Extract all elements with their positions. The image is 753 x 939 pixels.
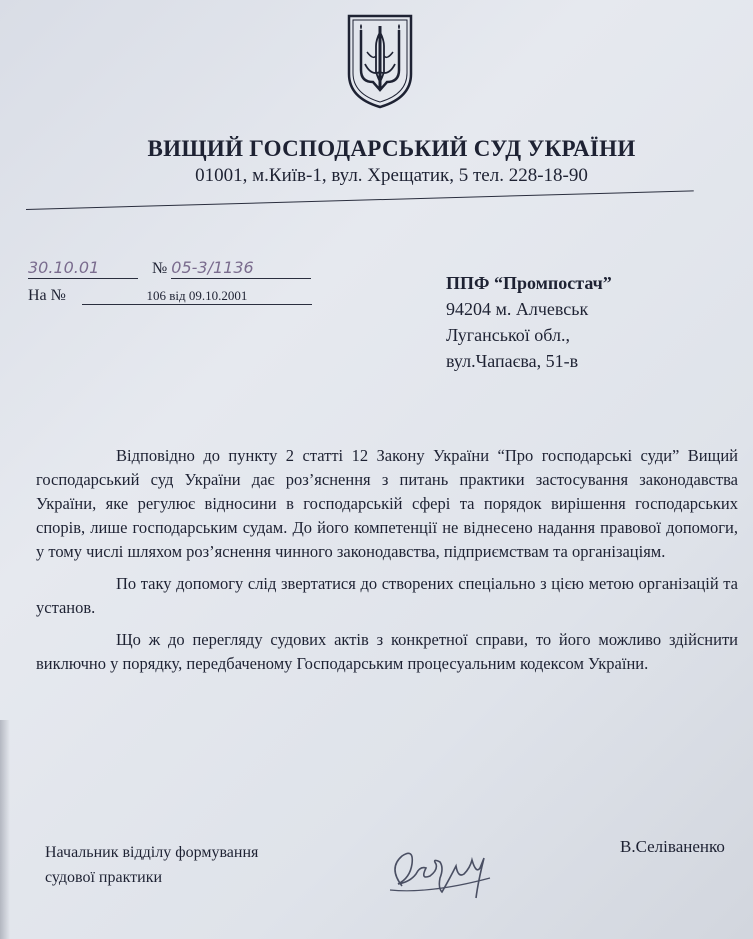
recipient-street: вул.Чапаєва, 51-в (446, 351, 579, 371)
court-name: ВИЩИЙ ГОСПОДАРСЬКИЙ СУД УКРАЇНИ (147, 136, 636, 161)
outgoing-date: 30.10.01 (28, 258, 100, 277)
body-paragraph: Відповідно до пункту 2 статті 12 Закону України “Про господарські суди” Вищий господарський суд України дає роз’яснення з питань практики застосування законодавства України, яке регулює відносини в господарській сфері та порядок вирішення господарських спорів, лише господарським судам. До його компетенції не віднесено надання правової допомоги, у тому числі шляхом роз’яснення чинного законодавства, підприємствам та організаціям. (36, 446, 738, 561)
body-paragraph: Що ж до перегляду судових актів з конкретної справи, то його можливо здійснити виключно у порядку, передбаченому Господарським процесуальним кодексом України. (36, 630, 738, 673)
signer-name: В.Селіваненко (620, 837, 725, 856)
signatory-title-line: судової практики (45, 869, 163, 886)
handwritten-signature-icon (380, 838, 510, 908)
recipient-name: ППФ “Промпостач” (446, 273, 612, 293)
body-paragraph: По таку допомогу слід звертатися до створених спеціально з цією метою організацій та установ. (36, 574, 738, 617)
header-divider (26, 190, 694, 210)
letter-body (36, 444, 738, 684)
recipient-region: Луганської обл., (446, 325, 570, 345)
number-field (171, 258, 311, 279)
page-edge-shadow (0, 720, 10, 939)
number-label: № (152, 260, 168, 277)
signatory-title-line: Начальник відділу формування (45, 844, 259, 861)
reply-reference (28, 287, 312, 305)
outgoing-number: 05-3/1136 (171, 258, 254, 277)
trident-coat-of-arms-icon (345, 12, 415, 110)
recipient-city: 94204 м. Алчевськ (446, 299, 589, 319)
date-field (28, 258, 138, 279)
court-address: 01001, м.Київ-1, вул. Хрещатик, 5 тел. 228-18-90 (195, 165, 588, 186)
reply-label: На № (28, 287, 66, 304)
signatory-title (45, 840, 258, 890)
reply-number: 106 від 09.10.2001 (82, 288, 312, 305)
recipient-address (446, 270, 612, 374)
outgoing-reference (28, 258, 311, 279)
